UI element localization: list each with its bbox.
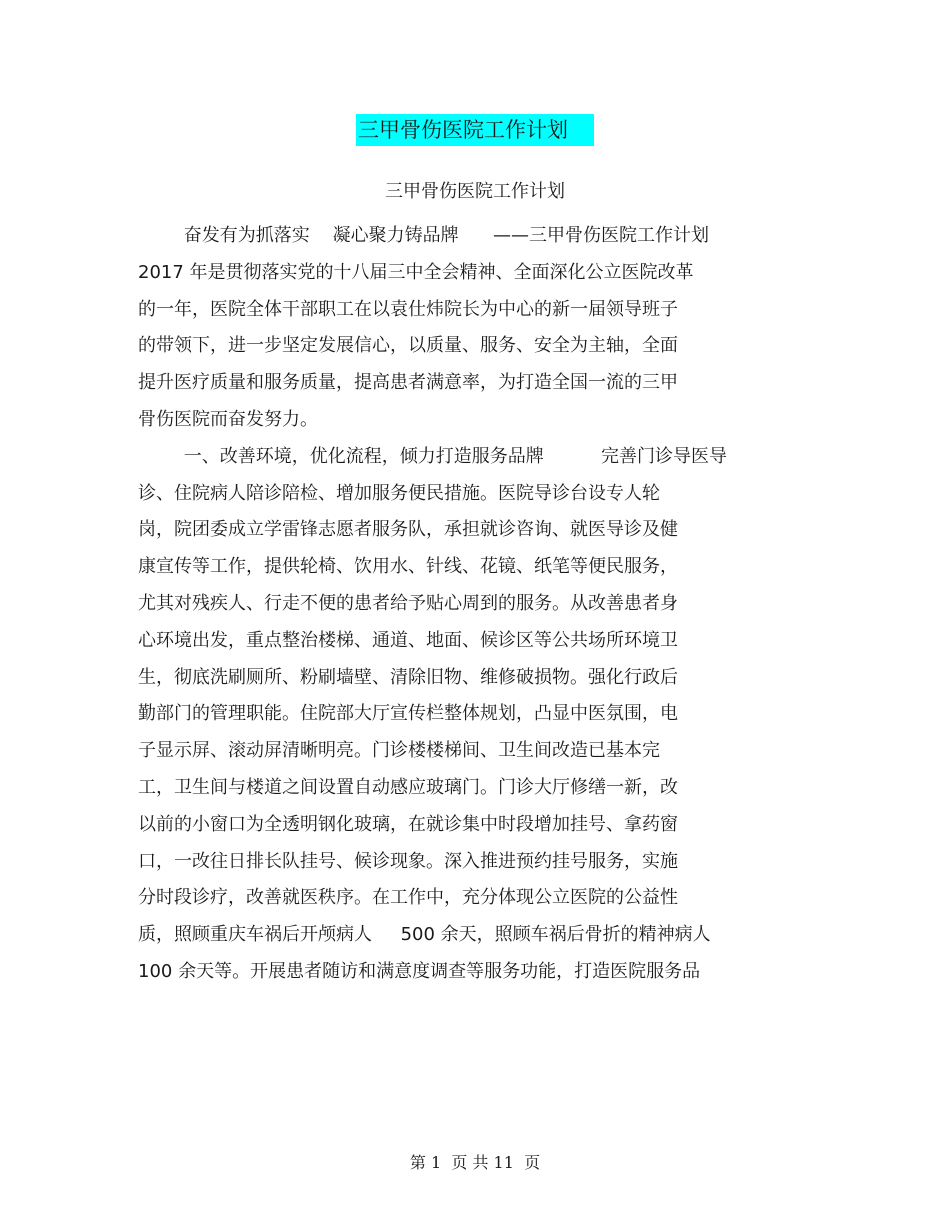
text-line: 康宣传等工作，提供轮椅、饮用水、针线、花镜、纸笔等便民服务， (138, 556, 678, 578)
text-line: 100 余天等。开展患者随访和满意度调查等服务功能，打造医院服务品 (138, 960, 701, 982)
text-line: 口，一改往日排长队挂号、候诊现象。深入推进预约挂号服务，实施 (138, 850, 678, 872)
document-title: 三甲骨伤医院工作计划 (356, 114, 594, 146)
text-line: 的带领下，进一步坚定发展信心，以质量、服务、安全为主轴，全面 (138, 335, 678, 357)
text-line: 心环境出发，重点整治楼梯、通道、地面、候诊区等公共场所环境卫 (138, 629, 678, 651)
text-line: 诊、住院病人陪诊陪检、增加服务便民措施。医院导诊台设专人轮 (138, 482, 660, 504)
text-line: 质，照顾重庆车祸后开颅病人 500 余天，照顾车祸后骨折的精神病人 (138, 924, 711, 946)
text-line: 以前的小窗口为全透明钢化玻璃，在就诊集中时段增加挂号、拿药窗 (138, 813, 678, 835)
page-number: 第 1 页 共 11 页 (409, 1153, 541, 1172)
document-body (138, 218, 818, 991)
text-line: 骨伤医院而奋发努力。 (138, 408, 318, 430)
text-line: 的一年，医院全体干部职工在以袁仕炜院长为中心的新一届领导班子 (138, 298, 678, 320)
text-line: 工，卫生间与楼道之间设置自动感应玻璃门。门诊大厅修缮一新，改 (138, 776, 678, 798)
document-subtitle: 三甲骨伤医院工作计划 (385, 181, 565, 202)
text-line: 岗，院团委成立学雷锋志愿者服务队，承担就诊咨询、就医导诊及健 (138, 519, 678, 541)
text-line: 奋发有为抓落实 凝心聚力铸品牌 ——三甲骨伤医院工作计划 (138, 225, 709, 246)
text-line: 尤其对残疾人、行走不便的患者给予贴心周到的服务。从改善患者身 (138, 592, 678, 614)
text-line: 生，彻底洗刷厕所、粉刷墙壁、清除旧物、维修破损物。强化行政后 (138, 666, 678, 688)
text-line: 分时段诊疗，改善就医秩序。在工作中，充分体现公立医院的公益性 (138, 887, 678, 909)
text-line: 勤部门的管理职能。住院部大厅宣传栏整体规划，凸显中医氛围，电 (138, 703, 678, 725)
text-line: 提升医疗质量和服务质量，提高患者满意率，为打造全国一流的三甲 (138, 372, 678, 394)
text-line: 一、改善环境，优化流程，倾力打造服务品牌 完善门诊导医导 (138, 445, 727, 467)
text-line: 2017 年是贯彻落实党的十八届三中全会精神、全面深化公立医院改革 (138, 261, 694, 283)
title-container (0, 114, 950, 146)
text-line: 子显示屏、滚动屏清晰明亮。门诊楼楼梯间、卫生间改造已基本完 (138, 740, 660, 762)
